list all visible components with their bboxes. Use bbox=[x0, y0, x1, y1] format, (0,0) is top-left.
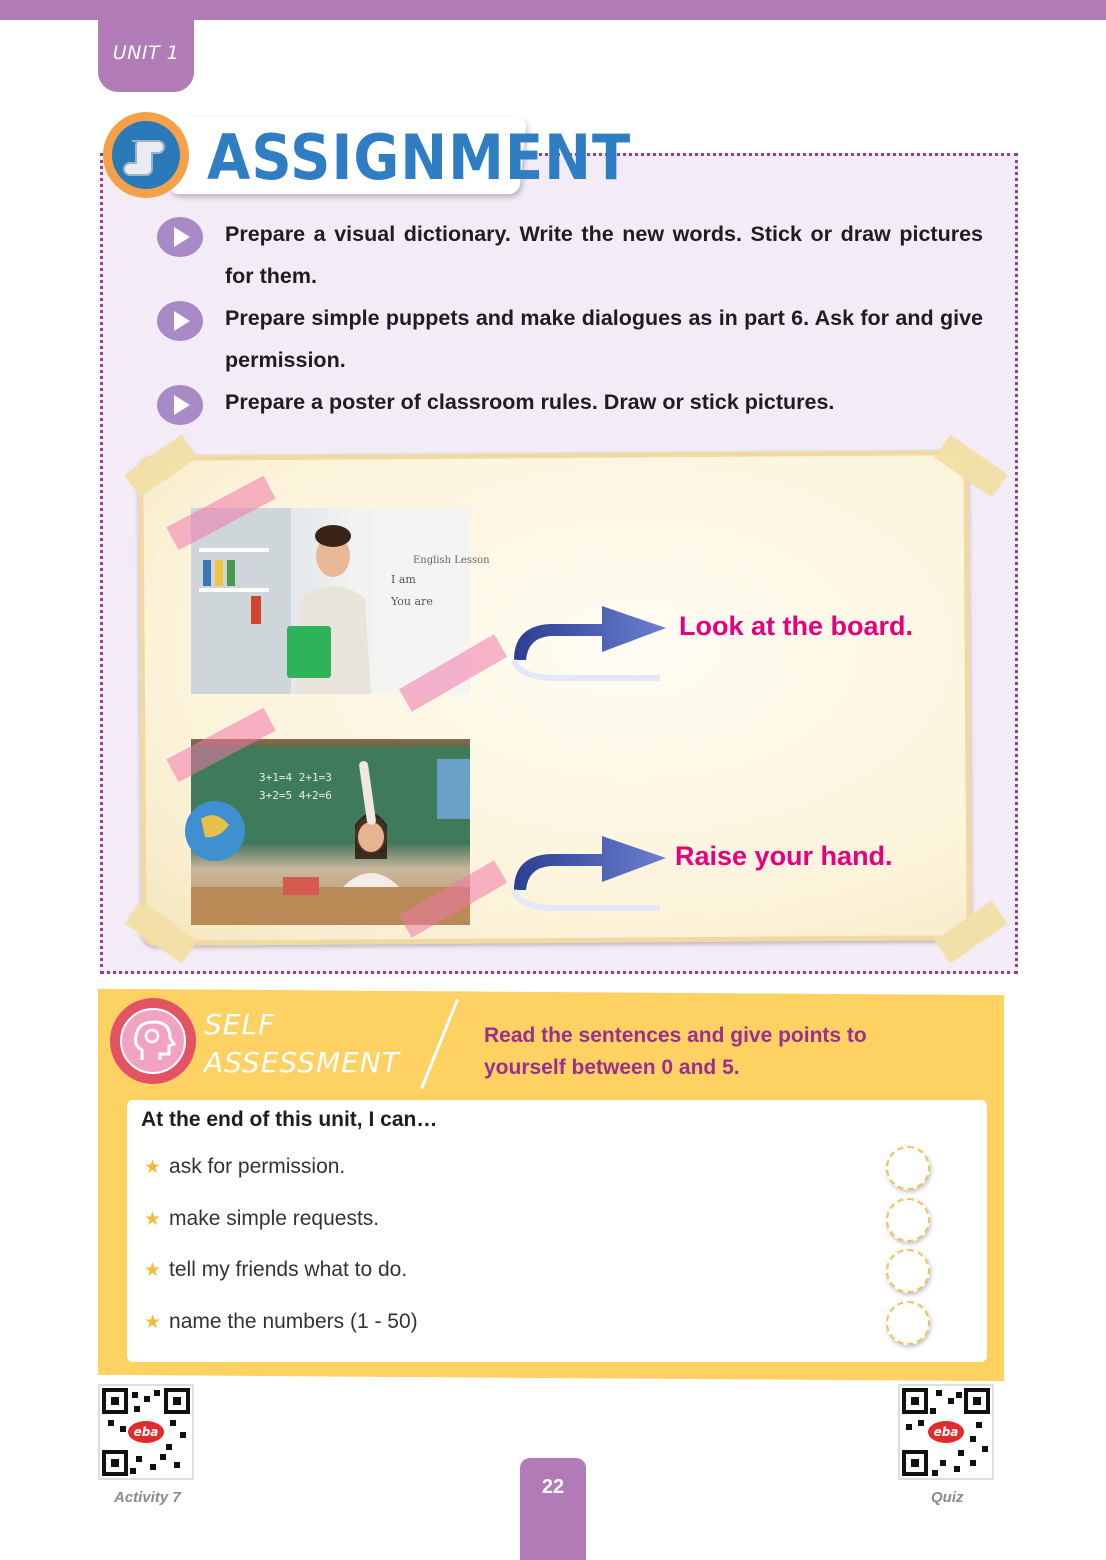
svg-text:3+1=4 2+1=3: 3+1=4 2+1=3 bbox=[259, 771, 332, 784]
assignment-header bbox=[103, 112, 632, 198]
play-bullet-icon bbox=[157, 217, 203, 257]
self-assessment-lead: At the end of this unit, I can… bbox=[141, 1108, 438, 1131]
svg-text:eba: eba bbox=[933, 1425, 959, 1439]
curved-arrow-icon bbox=[510, 600, 670, 680]
svg-text:eba: eba bbox=[133, 1425, 159, 1439]
can-do-item: ★ tell my friends what to do. bbox=[144, 1258, 408, 1281]
can-do-item: ★ name the numbers (1 - 50) bbox=[144, 1310, 418, 1333]
teacher-photo bbox=[191, 508, 490, 694]
can-do-item: ★ ask for permission. bbox=[144, 1155, 346, 1178]
unit-label: UNIT 1 bbox=[112, 42, 180, 64]
caption-look-at-board: Look at the board. bbox=[679, 611, 914, 641]
svg-text:You are: You are bbox=[391, 595, 433, 608]
caption-raise-hand: Raise your hand. bbox=[675, 841, 893, 871]
score-circle[interactable] bbox=[886, 1249, 930, 1293]
can-do-item: ★ make simple requests. bbox=[144, 1207, 380, 1230]
page-number: 22 bbox=[541, 1476, 565, 1498]
star-icon: ★ bbox=[144, 1157, 162, 1178]
curved-arrow-icon bbox=[510, 830, 670, 910]
qr-code-icon[interactable] bbox=[898, 1384, 994, 1480]
self-assessment-instruction: Read the sentences and give points to yourself between 0 and 5. bbox=[484, 1024, 867, 1079]
page-number-tab bbox=[520, 1458, 586, 1560]
unit-tab bbox=[98, 0, 194, 92]
svg-text:English Lesson: English Lesson bbox=[413, 555, 490, 566]
score-circle[interactable] bbox=[886, 1198, 930, 1242]
star-icon: ★ bbox=[144, 1260, 162, 1281]
self-assessment-title: SELF ASSESSMENT bbox=[204, 1008, 400, 1079]
assignment-title: ASSIGNMENT bbox=[207, 122, 632, 195]
qr-code-icon[interactable] bbox=[98, 1384, 194, 1480]
play-bullet-icon bbox=[157, 385, 203, 425]
svg-text:3+2=5 4+2=6: 3+2=5 4+2=6 bbox=[259, 789, 332, 802]
quiz-qr-label: Quiz bbox=[931, 1489, 964, 1506]
star-icon: ★ bbox=[144, 1209, 162, 1230]
score-circle[interactable] bbox=[886, 1301, 930, 1345]
score-circle[interactable] bbox=[886, 1146, 930, 1190]
scroll-icon bbox=[103, 112, 189, 198]
play-bullet-icon bbox=[157, 301, 203, 341]
star-icon: ★ bbox=[144, 1312, 162, 1333]
svg-text:I am: I am bbox=[391, 573, 416, 586]
brain-head-icon bbox=[110, 998, 196, 1084]
activity-qr-label: Activity 7 bbox=[114, 1489, 181, 1506]
